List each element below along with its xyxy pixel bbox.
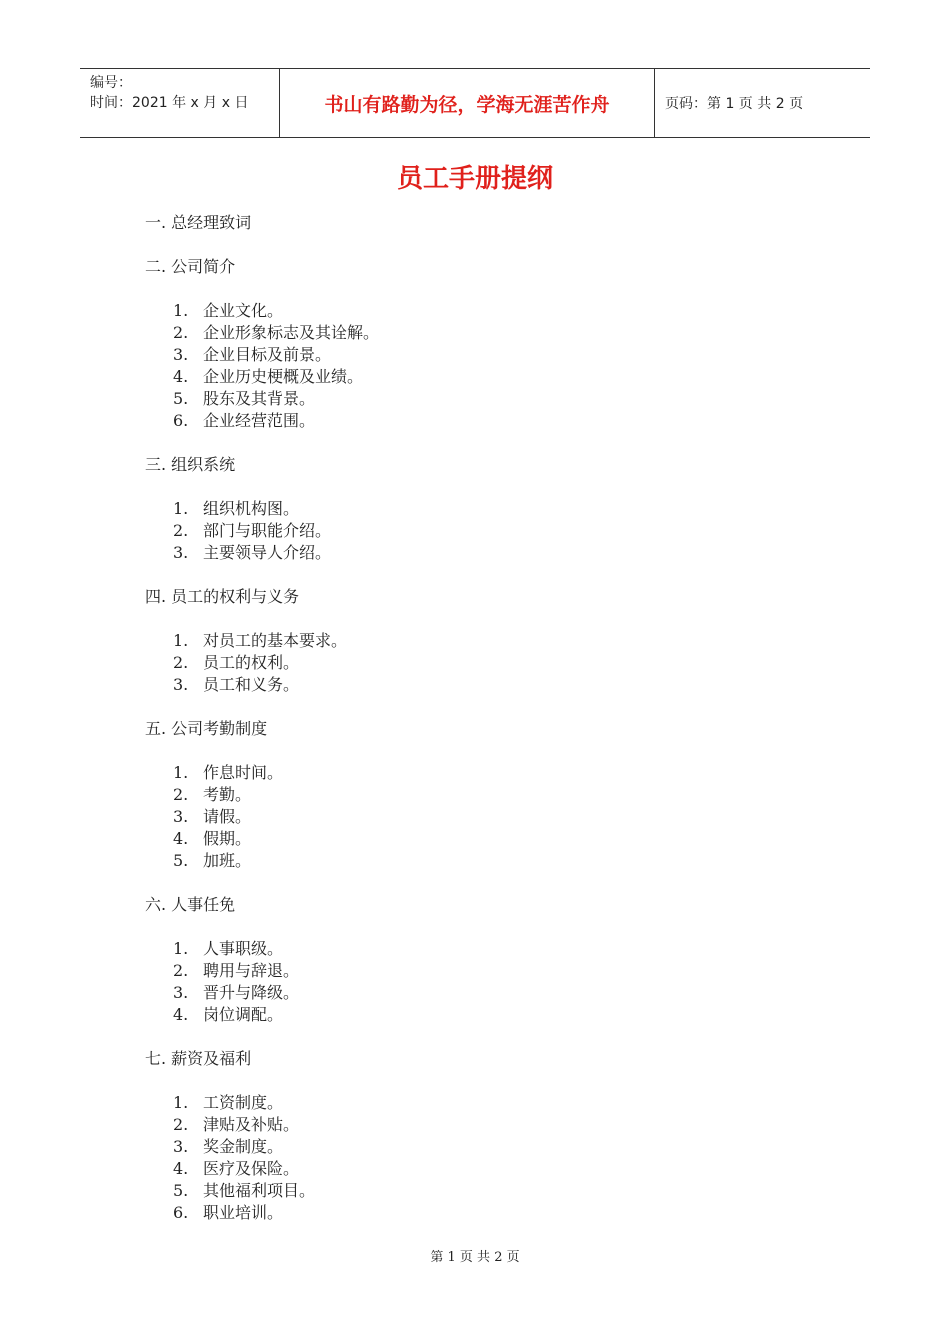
- page-footer: 第 1 页 共 2 页: [430, 1250, 520, 1265]
- list-item-number: 5.: [173, 851, 189, 870]
- section-heading: 五. 公司考勤制度: [145, 719, 268, 738]
- header-motto: 书山有路勤为径，学海无涯苦作舟: [280, 69, 655, 137]
- list-item: [173, 344, 845, 366]
- list-item: [173, 652, 845, 674]
- list-item-number: 4.: [173, 367, 189, 386]
- list-item: [173, 1158, 845, 1180]
- list-item-number: 1.: [173, 301, 189, 320]
- list-item-text: 作息时间。: [203, 763, 284, 782]
- time-label: 时间：2021 年 x 月 x 日: [90, 95, 249, 111]
- code-label: 编号：: [90, 75, 132, 91]
- list-item-text: 对员工的基本要求。: [203, 631, 348, 650]
- list-item-number: 3.: [173, 1137, 189, 1156]
- list-item-text: 员工和义务。: [203, 675, 300, 694]
- list-item: [173, 520, 845, 542]
- list-item-number: 2.: [173, 521, 189, 540]
- list-item: [173, 1136, 845, 1158]
- list-item-number: 3.: [173, 675, 189, 694]
- list-item-number: 4.: [173, 1159, 189, 1178]
- list-item-number: 2.: [173, 961, 189, 980]
- list-item-text: 岗位调配。: [203, 1005, 284, 1024]
- list-item-text: 企业历史梗概及业绩。: [203, 367, 364, 386]
- list-item: [173, 1092, 845, 1114]
- list-item-text: 工资制度。: [203, 1093, 284, 1112]
- list-item-number: 1.: [173, 1093, 189, 1112]
- list-item-number: 6.: [173, 1203, 189, 1222]
- list-item-text: 部门与职能介绍。: [203, 521, 332, 540]
- list-item: [173, 828, 845, 850]
- list-item-number: 1.: [173, 631, 189, 650]
- list-item-number: 6.: [173, 411, 189, 430]
- list-item: [173, 982, 845, 1004]
- list-item-text: 假期。: [203, 829, 252, 848]
- list-item-number: 2.: [173, 1115, 189, 1134]
- header-meta: [80, 69, 280, 137]
- list-item-text: 其他福利项目。: [203, 1181, 316, 1200]
- list-item-text: 主要领导人介绍。: [203, 543, 332, 562]
- list-item-number: 2.: [173, 653, 189, 672]
- list-item-text: 企业经营范围。: [203, 411, 316, 430]
- outline-content: [145, 212, 845, 1246]
- list-item-text: 企业目标及前景。: [203, 345, 332, 364]
- list-item-number: 5.: [173, 389, 189, 408]
- list-item: [173, 674, 845, 696]
- list-item-text: 人事职级。: [203, 939, 284, 958]
- list-item: [173, 388, 845, 410]
- list-item-number: 3.: [173, 345, 189, 364]
- list-item: [173, 806, 845, 828]
- list-item-text: 奖金制度。: [203, 1137, 284, 1156]
- list-item-number: 1.: [173, 939, 189, 958]
- list-item: [173, 322, 845, 344]
- list-item: [173, 784, 845, 806]
- list-item-number: 4.: [173, 1005, 189, 1024]
- list-item-number: 3.: [173, 543, 189, 562]
- section-heading: 三. 组织系统: [145, 455, 236, 474]
- list-item-text: 津贴及补贴。: [203, 1115, 300, 1134]
- list-item: [173, 300, 845, 322]
- list-item-number: 2.: [173, 323, 189, 342]
- section-item-list: [173, 630, 845, 696]
- list-item: [173, 1004, 845, 1026]
- list-item-text: 员工的权利。: [203, 653, 300, 672]
- list-item-text: 股东及其背景。: [203, 389, 316, 408]
- list-item: [173, 1180, 845, 1202]
- list-item-text: 企业形象标志及其诠解。: [203, 323, 380, 342]
- list-item-text: 请假。: [203, 807, 252, 826]
- list-item: [173, 630, 845, 652]
- list-item-text: 组织机构图。: [203, 499, 300, 518]
- list-item-number: 5.: [173, 1181, 189, 1200]
- list-item: [173, 762, 845, 784]
- section-heading: 一. 总经理致词: [145, 213, 252, 232]
- document-header: [80, 68, 870, 138]
- list-item: [173, 938, 845, 960]
- section-item-list: [173, 762, 845, 872]
- list-item: [173, 366, 845, 388]
- section-item-list: [173, 938, 845, 1026]
- list-item: [173, 850, 845, 872]
- section-heading: 七. 薪资及福利: [145, 1049, 252, 1068]
- list-item: [173, 498, 845, 520]
- list-item-number: 4.: [173, 829, 189, 848]
- list-item-text: 考勤。: [203, 785, 252, 804]
- list-item: [173, 960, 845, 982]
- list-item: [173, 542, 845, 564]
- section-heading: 二. 公司简介: [145, 257, 236, 276]
- list-item-number: 3.: [173, 983, 189, 1002]
- list-item: [173, 1114, 845, 1136]
- section-item-list: [173, 300, 845, 432]
- list-item: [173, 1202, 845, 1224]
- list-item-text: 聘用与辞退。: [203, 961, 300, 980]
- list-item-text: 晋升与降级。: [203, 983, 300, 1002]
- list-item-number: 1.: [173, 499, 189, 518]
- list-item-text: 职业培训。: [203, 1203, 284, 1222]
- section-heading: 四. 员工的权利与义务: [145, 587, 300, 606]
- list-item-number: 2.: [173, 785, 189, 804]
- document-title: 员工手册提纲: [396, 164, 553, 194]
- list-item-number: 1.: [173, 763, 189, 782]
- list-item-number: 3.: [173, 807, 189, 826]
- section-heading: 六. 人事任免: [145, 895, 236, 914]
- list-item-text: 加班。: [203, 851, 252, 870]
- list-item-text: 企业文化。: [203, 301, 284, 320]
- header-page-info: 页码：第 1 页 共 2 页: [665, 96, 804, 112]
- section-item-list: [173, 498, 845, 564]
- list-item: [173, 410, 845, 432]
- section-item-list: [173, 1092, 845, 1224]
- list-item-text: 医疗及保险。: [203, 1159, 300, 1178]
